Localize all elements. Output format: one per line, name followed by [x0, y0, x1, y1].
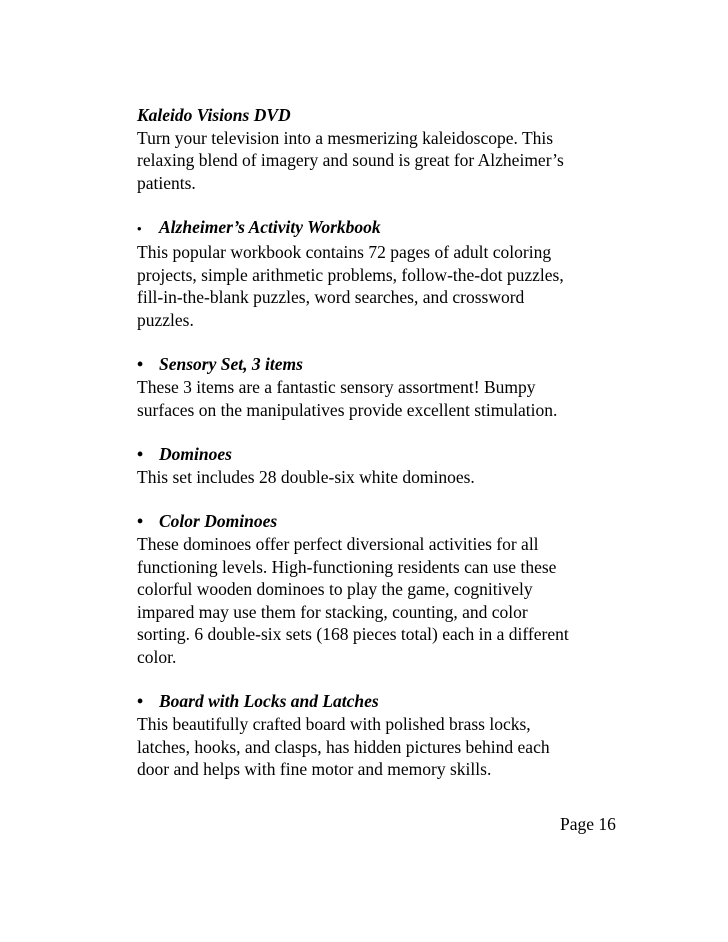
entry-description: These dominoes offer perfect diversional activities for all functioning levels. High-functioning residents can use these colorful wooden dominoes to play the game, cognitively impared may use them for stacking, counting, and color sorting. 6 double-six sets (168 pieces total) each in a different color.: [137, 533, 569, 667]
bullet-icon: •: [137, 354, 144, 375]
entry-title: [137, 510, 627, 533]
entry-description: These 3 items are a fantastic sensory assortment! Bumpy surfaces on the manipulatives provide excellent stimulation.: [137, 376, 558, 420]
document-body: [137, 104, 627, 781]
product-entry-dominoes: [137, 443, 627, 488]
product-entry-color-dominoes: [137, 510, 627, 668]
entry-description: This beautifully crafted board with polished brass locks, latches, hooks, and clasps, has hidden pictures behind each door and helps with fine motor and memory skills.: [137, 714, 550, 780]
entry-title: [137, 216, 627, 241]
entry-title-text: Dominoes: [159, 444, 232, 465]
page-number: Page 16: [560, 814, 616, 834]
entry-description: This popular workbook contains 72 pages of adult coloring projects, simple arithmetic problems, follow-the-dot puzzles, fill-in-the-blank puzzles, word searches, and crossword puzzles.: [137, 241, 564, 330]
product-entry-kaleido-visions-dvd: [137, 104, 627, 194]
entry-description: This set includes 28 double-six white dominoes.: [137, 466, 475, 487]
entry-title: [137, 353, 627, 376]
entry-title: [137, 443, 627, 466]
entry-title: [137, 104, 627, 127]
bullet-icon: •: [137, 444, 144, 465]
entry-title-text: Color Dominoes: [159, 511, 278, 532]
entry-title-text: Kaleido Visions DVD: [137, 105, 291, 125]
entry-title-text: Board with Locks and Latches: [159, 691, 379, 712]
product-entry-activity-workbook: [137, 216, 627, 331]
entry-title-text: Alzheimer’s Activity Workbook: [159, 217, 381, 238]
bullet-icon: •: [137, 691, 144, 712]
entry-description: Turn your television into a mesmerizing kaleidoscope. This relaxing blend of imagery and sound is great for Alzheimer’s patients.: [137, 127, 564, 193]
product-entry-locks-and-latches-board: [137, 690, 627, 780]
entry-title-text: Sensory Set, 3 items: [159, 354, 303, 375]
product-entry-sensory-set: [137, 353, 627, 421]
bullet-icon: •: [137, 221, 142, 237]
bullet-icon: •: [137, 511, 144, 532]
entry-title: [137, 690, 627, 713]
